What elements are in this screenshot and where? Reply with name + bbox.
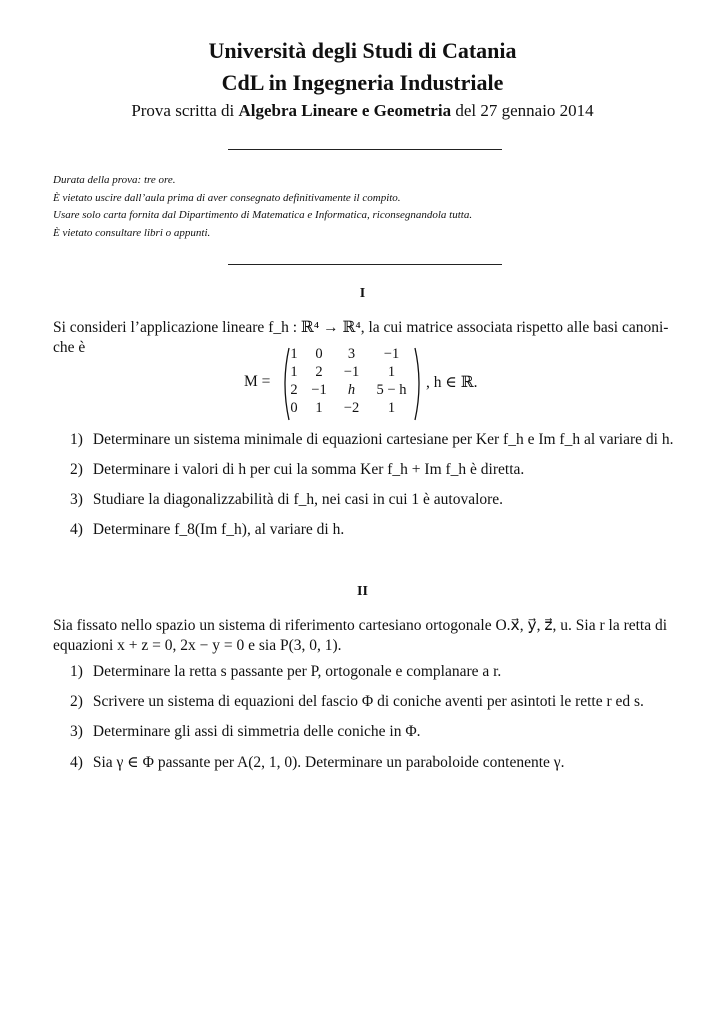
matrix-cell: 1 bbox=[387, 364, 396, 380]
matrix-cell: −2 bbox=[343, 400, 360, 416]
question-ii-3 bbox=[70, 723, 680, 741]
matrix-body bbox=[284, 346, 414, 418]
matrix-cell: 1 bbox=[290, 346, 298, 362]
question-number: 2) bbox=[70, 693, 83, 710]
question-text: Determinare gli assi di simmetria delle coniche in Φ. bbox=[92, 723, 421, 740]
matrix-row bbox=[284, 364, 414, 382]
section-ii-title: II bbox=[357, 584, 368, 599]
matrix-cell: 0 bbox=[290, 400, 298, 416]
section-i-intro-line1: Si consideri l’applicazione lineare f_h : ℝ⁴ → ℝ⁴, la cui matrice associata rispetto alle basi canoni- bbox=[53, 319, 669, 336]
matrix-row bbox=[284, 382, 414, 400]
question-text: Studiare la diagonalizzabilità di f_h, nei casi in cui 1 è autovalore. bbox=[92, 491, 504, 508]
matrix-cell: 5 − h bbox=[376, 382, 407, 398]
section-i-title: I bbox=[359, 286, 366, 301]
matrix-cell: 1 bbox=[290, 364, 298, 380]
question-number: 4) bbox=[70, 754, 83, 771]
question-number: 1) bbox=[70, 431, 83, 448]
university-title: Università degli Studi di Catania bbox=[208, 38, 517, 63]
matrix-cell: 3 bbox=[347, 346, 356, 362]
divider-bottom bbox=[228, 264, 502, 265]
rule-no-leaving: È vietato uscire dall’aula prima di aver consegnato definitivamente il compito. bbox=[53, 191, 401, 204]
rule-duration: Durata della prova: tre ore. bbox=[53, 174, 176, 186]
matrix-row bbox=[284, 346, 414, 364]
matrix-label: M = bbox=[244, 373, 271, 390]
matrix-cell: h bbox=[347, 382, 356, 398]
rule-paper: Usare solo carta fornita dal Dipartimento di Matematica e Informatica, riconsegnandola tutta. bbox=[53, 209, 473, 221]
matrix-cell: 0 bbox=[315, 346, 323, 362]
section-i-intro-line2: che è bbox=[53, 338, 86, 356]
question-text: Determinare i valori di h per cui la somma Ker f_h + Im f_h è diretta. bbox=[92, 461, 525, 478]
question-i-3 bbox=[70, 491, 680, 509]
question-text: Scrivere un sistema di equazioni del fascio Φ di coniche aventi per asintoti le rette r ed s. bbox=[92, 693, 644, 710]
question-i-2 bbox=[70, 461, 680, 479]
divider-top bbox=[228, 149, 502, 150]
matrix-row bbox=[284, 400, 414, 418]
question-ii-2 bbox=[70, 693, 680, 711]
matrix-cell: −1 bbox=[311, 382, 327, 398]
question-text: Determinare la retta s passante per P, ortogonale e complanare a r. bbox=[92, 663, 502, 680]
question-text: Determinare un sistema minimale di equazioni cartesiane per Ker f_h e Im f_h al variare di h. bbox=[92, 431, 674, 448]
exam-date: del 27 gennaio 2014 bbox=[451, 101, 594, 120]
question-number: 2) bbox=[70, 461, 83, 478]
question-i-1 bbox=[70, 431, 680, 449]
right-paren bbox=[413, 346, 425, 422]
section-ii-intro bbox=[53, 616, 675, 655]
question-ii-4 bbox=[70, 753, 680, 772]
exam-subject: Algebra Lineare e Geometria bbox=[238, 101, 452, 120]
question-i-4 bbox=[70, 521, 680, 539]
matrix-cell: 1 bbox=[387, 400, 396, 416]
matrix-cell: 1 bbox=[315, 400, 323, 416]
question-text: Determinare f_8(Im f_h), al variare di h. bbox=[92, 521, 345, 538]
exam-rules bbox=[53, 172, 472, 242]
matrix-cell: −1 bbox=[343, 364, 360, 380]
matrix-cell: 2 bbox=[290, 382, 298, 398]
question-number: 4) bbox=[70, 521, 83, 538]
exam-prefix: Prova scritta di bbox=[131, 101, 239, 120]
exam-subtitle bbox=[0, 101, 725, 121]
section-ii-intro-line1: Sia fissato nello spazio un sistema di riferimento cartesiano ortogonale O.x⃗, y⃗, z⃗, u. Sia r la retta di bbox=[53, 617, 668, 634]
question-number: 3) bbox=[70, 723, 83, 740]
matrix-parameter: , h ∈ ℝ. bbox=[426, 374, 478, 391]
question-number: 1) bbox=[70, 663, 83, 680]
rule-no-books: È vietato consultare libri o appunti. bbox=[53, 226, 211, 239]
matrix-cell: −1 bbox=[383, 346, 400, 362]
course-title: CdL in Ingegneria Industriale bbox=[221, 70, 504, 95]
section-ii-intro-line2: equazioni x + z = 0, 2x − y = 0 e sia P(3, 0, 1). bbox=[53, 636, 342, 654]
question-ii-1 bbox=[70, 663, 680, 681]
question-text: Sia γ ∈ Φ passante per A(2, 1, 0). Determinare un paraboloide contenente γ. bbox=[92, 754, 565, 771]
matrix-cell: 2 bbox=[315, 364, 323, 380]
question-number: 3) bbox=[70, 491, 83, 508]
